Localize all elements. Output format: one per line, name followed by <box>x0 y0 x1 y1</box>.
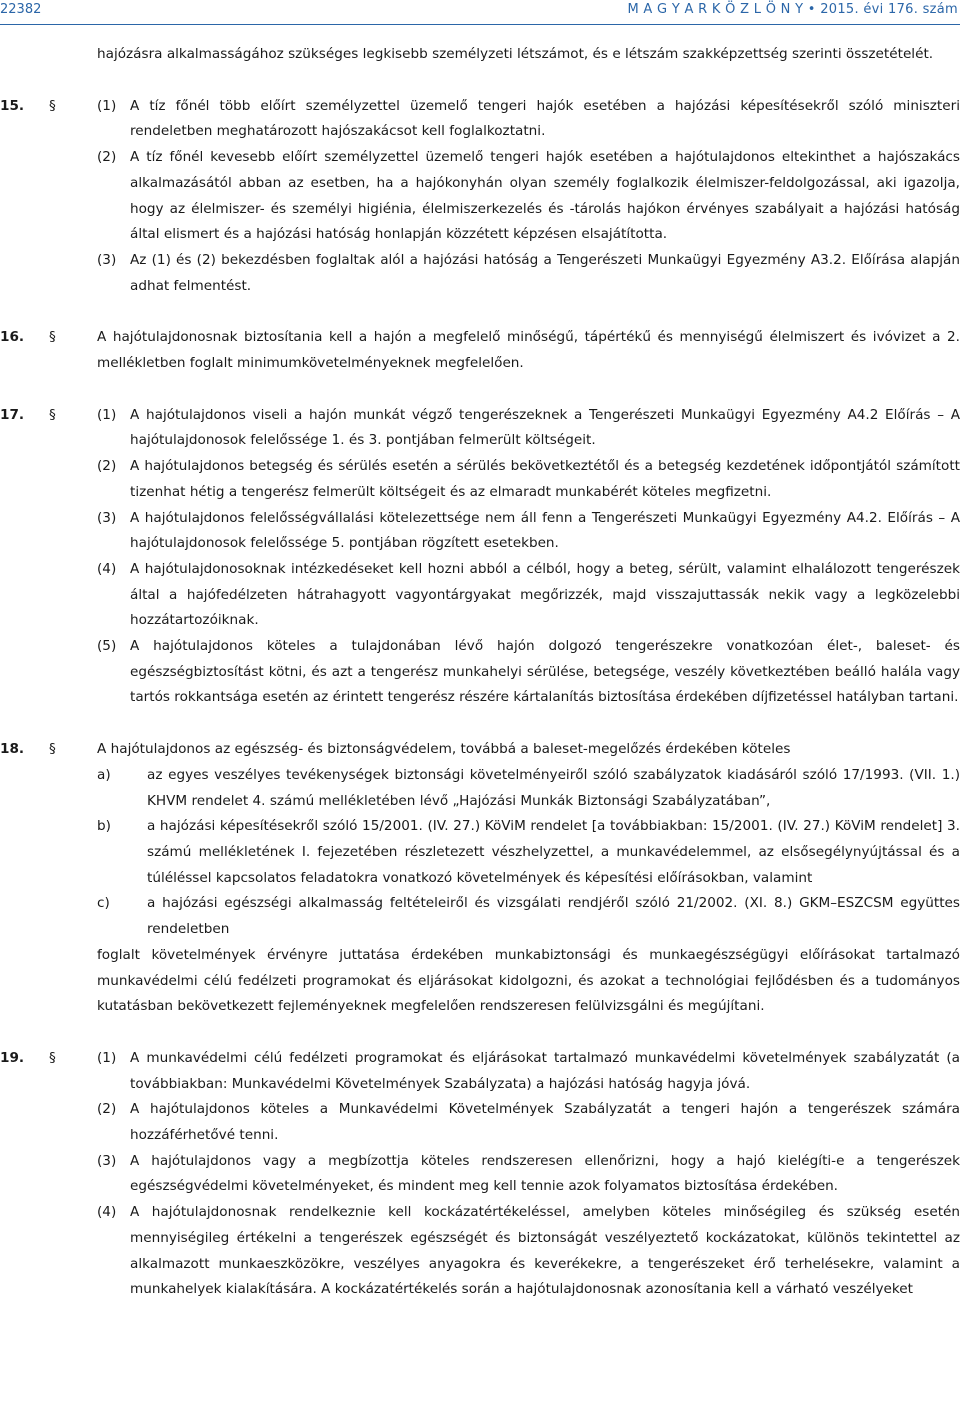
subsection <box>97 1046 960 1097</box>
section-16 <box>0 325 960 376</box>
subsection-text: A tíz főnél több előírt személyzettel üzemelő tengeri hajók esetében a hajózási képesítésekről szóló miniszteri rendeletben meghatározott hajószakácsot kell foglalkoztatni. <box>130 97 960 140</box>
subsection-text: A hajótulajdonos vagy a megbízottja köteles rendszeresen ellenőrizni, hogy a hajó kielégíti-e a tengerészek egészségvédelmi követelményeket, és mindent meg kell tennie azok folyamatos biztosítása érdekében. <box>130 1152 960 1195</box>
item-text: a hajózási képesítésekről szóló 15/2001. (IV. 27.) KöViM rendelet [a továbbiakban: 15/2001. (IV. 27.) KöViM rendelet] 3. számú mellékletének I. fejezetében részletezett vészhelyzettel, a munkavédelemmel, az elsősegélynyújtással és a túléléssel kapcsolatos feladatokra vonatkozó követelmények és képesítési előírásokban, valamint <box>147 818 960 886</box>
subsection-number: (4) <box>97 1204 117 1221</box>
section-number: 16. <box>0 329 25 346</box>
subsection <box>97 403 960 454</box>
subsection-number: (2) <box>97 149 117 166</box>
subsection-text: A hajótulajdonos felelősségvállalási kötelezettsége nem áll fenn a Tengerészeti Munkaügyi Egyezmény A4.2. Előírás – A hajótulajdonosok felelőssége 5. pontjában rögzített esetekben. <box>130 509 960 552</box>
subsection <box>97 1200 960 1303</box>
item-label: c) <box>97 895 110 912</box>
section-19 <box>0 1046 960 1303</box>
subsection <box>97 557 960 634</box>
subsection <box>97 1097 960 1148</box>
section-number: 18. <box>0 741 25 758</box>
subsection <box>97 506 960 557</box>
section-number: 17. <box>0 406 25 423</box>
subsection-text: A hajótulajdonos betegség és sérülés esetén a sérülés bekövetkeztétől és a betegség kezdetének időpontjától számított tizenhat hétig a tengerész felmerült költségeit és az elmaradt munkabérét köteles megfizetni. <box>130 458 960 500</box>
subsection-text: A hajótulajdonos köteles a Munkavédelmi Követelmények Szabályzatát a tengeri hajón a tengerészek számára hozzáférhetővé tenni. <box>130 1101 960 1144</box>
section-outro: foglalt követelmények érvényre juttatása érdekében munkabiztonsági és munkaegészségügyi előírásokat tartalmazó munkavédelmi célú fedélzeti programokat és eljárásokat kidolgozni, és azokat a technológiai fejlődésben és a tudományos kutatásban bekövetkezett fejleményeknek megfelelően rendszeresen felülvizsgálni és megújítani. <box>97 946 960 1015</box>
section-sign: § <box>49 1049 56 1066</box>
list-item <box>97 763 960 814</box>
subsection-text: A hajótulajdonosnak rendelkeznie kell kockázatértékeléssel, amelyben köteles minőségileg és szükség esetén mennyiségileg értékelni a tengerészek egészségét és biztonságát veszélyeztető kockázatokat, különös tekintettel az alkalmazott munkaeszközökre, veszélyes anyagokra és keverékekre, a tengerészeket érő terhelésekre, valamint a munkahelyek kialakítására. A kockázatértékelés során a hajótulajdonosnak azonosítania kell a várható veszélyeket <box>130 1204 960 1298</box>
subsection <box>97 1149 960 1200</box>
list-item <box>97 891 960 942</box>
subsection-number: (2) <box>97 1101 117 1118</box>
item-text: a hajózási egészségi alkalmasság feltételeiről és vizsgálati rendjéről szóló 21/2002. (XI. 8.) GKM–ESZCSM együttes rendeletben <box>147 895 960 938</box>
section-intro: A hajótulajdonos az egészség- és biztonságvédelem, továbbá a baleset-megelőzés érdekében köteles <box>97 741 791 758</box>
item-label: b) <box>97 818 111 835</box>
subsection-text: Az (1) és (2) bekezdésben foglaltak alól a hajózási hatóság a Tengerészeti Munkaügyi Egyezmény A3.2. Előírása alapján adhat felmentést. <box>130 251 960 294</box>
journal-title: M A G Y A R K Ö Z L Ö N Y • 2015. évi 176. szám <box>627 2 958 17</box>
subsection <box>97 94 960 145</box>
subsection-text: A hajótulajdonos viseli a hajón munkát végző tengerészeknek a Tengerészeti Munkaügyi Egyezmény A4.2 Előírás – A hajótulajdonosok felelőssége 1. és 3. pontjában felmerült költségeit. <box>130 406 960 449</box>
header-rule <box>0 24 960 25</box>
subsection-number: (1) <box>97 406 117 423</box>
subsection-text: A tíz főnél kevesebb előírt személyzettel üzemelő tengeri hajók esetében a hajótulajdonos eltekinthet a hajószakács alkalmazásától abban az esetben, ha a hajókonyhán olyan személy foglalkozik élelmiszer-feldolgozással, aki igazolja, hogy az élelmiszer- és személyi higiénia, élelmiszerkezelés és -tárolás hajókon érvényes szabályait a hajózási hatóság által elismert és a hajózási hatóság honlapján közzétett képzésen elsajátította. <box>130 149 960 243</box>
page-number: 22382 <box>0 2 42 17</box>
item-text: az egyes veszélyes tevékenységek biztonsági követelményeiről szóló szabályzatok kiadásáról szóló 17/1993. (VII. 1.) KHVM rendelet 4. számú mellékletében lévő „Hajózási Munkák Biztonsági Szabályzatában”, <box>147 766 960 809</box>
section-15 <box>0 94 960 300</box>
document-body <box>0 42 960 1303</box>
section-text: A hajótulajdonosnak biztosítania kell a hajón a megfelelő minőségű, tápértékű és mennyiségű élelmiszert és ivóvizet a 2. mellékletben foglalt minimumkövetelményeknek megfelelően. <box>97 329 960 372</box>
section-sign: § <box>49 97 56 114</box>
subsection <box>97 454 960 505</box>
section-sign: § <box>49 329 56 346</box>
subsection-number: (3) <box>97 1152 117 1169</box>
subsection-text: A hajótulajdonosoknak intézkedéseket kell hozni abból a célból, hogy a beteg, sérült, valamint elhalálozott tengerészek által a hajófedélzeten hátrahagyott vagyontárgyakat megőrizzék, majd visszajuttassák nekik vagy a legközelebbi hozzátartozóiknak. <box>130 560 960 629</box>
subsection-number: (3) <box>97 509 117 526</box>
subsection-number: (1) <box>97 97 117 114</box>
subsection-number: (2) <box>97 458 117 475</box>
subsection-number: (3) <box>97 251 117 268</box>
subsection <box>97 634 960 711</box>
list-item <box>97 814 960 891</box>
section-sign: § <box>49 741 56 758</box>
subsection <box>97 145 960 248</box>
section-18 <box>0 737 960 1020</box>
page-header <box>0 0 960 30</box>
subsection-text: A munkavédelmi célú fedélzeti programokat és eljárásokat tartalmazó munkavédelmi követelmények szabályzatát (a továbbiakban: Munkavédelmi Követelmények Szabályzata) a hajózási hatóság hagyja jóvá. <box>130 1049 960 1092</box>
subsection-number: (1) <box>97 1049 117 1066</box>
section-sign: § <box>49 406 56 423</box>
section-17 <box>0 403 960 711</box>
subsection-number: (4) <box>97 560 117 577</box>
lead-paragraph: hajózásra alkalmasságához szükséges legkisebb személyzeti létszámot, és e létszám szakképzettség szerinti összetételét. <box>97 46 934 62</box>
section-number: 15. <box>0 97 25 114</box>
subsection-number: (5) <box>97 638 117 655</box>
section-number: 19. <box>0 1049 25 1066</box>
subsection-text: A hajótulajdonos köteles a tulajdonában lévő hajón dolgozó tengerészekre vonatkozóan élet-, baleset- és egészségbiztosítást kötni, és azt a tengerész munkahelyi sérülése, betegsége, veszély következtében beálló halála vagy tartós rokkantsága esetén az érintett tengerész részére kártalanítás biztosítása érdekében díjfizetéssel hatályban tartani. <box>130 638 960 706</box>
subsection <box>97 248 960 299</box>
item-label: a) <box>97 766 111 783</box>
